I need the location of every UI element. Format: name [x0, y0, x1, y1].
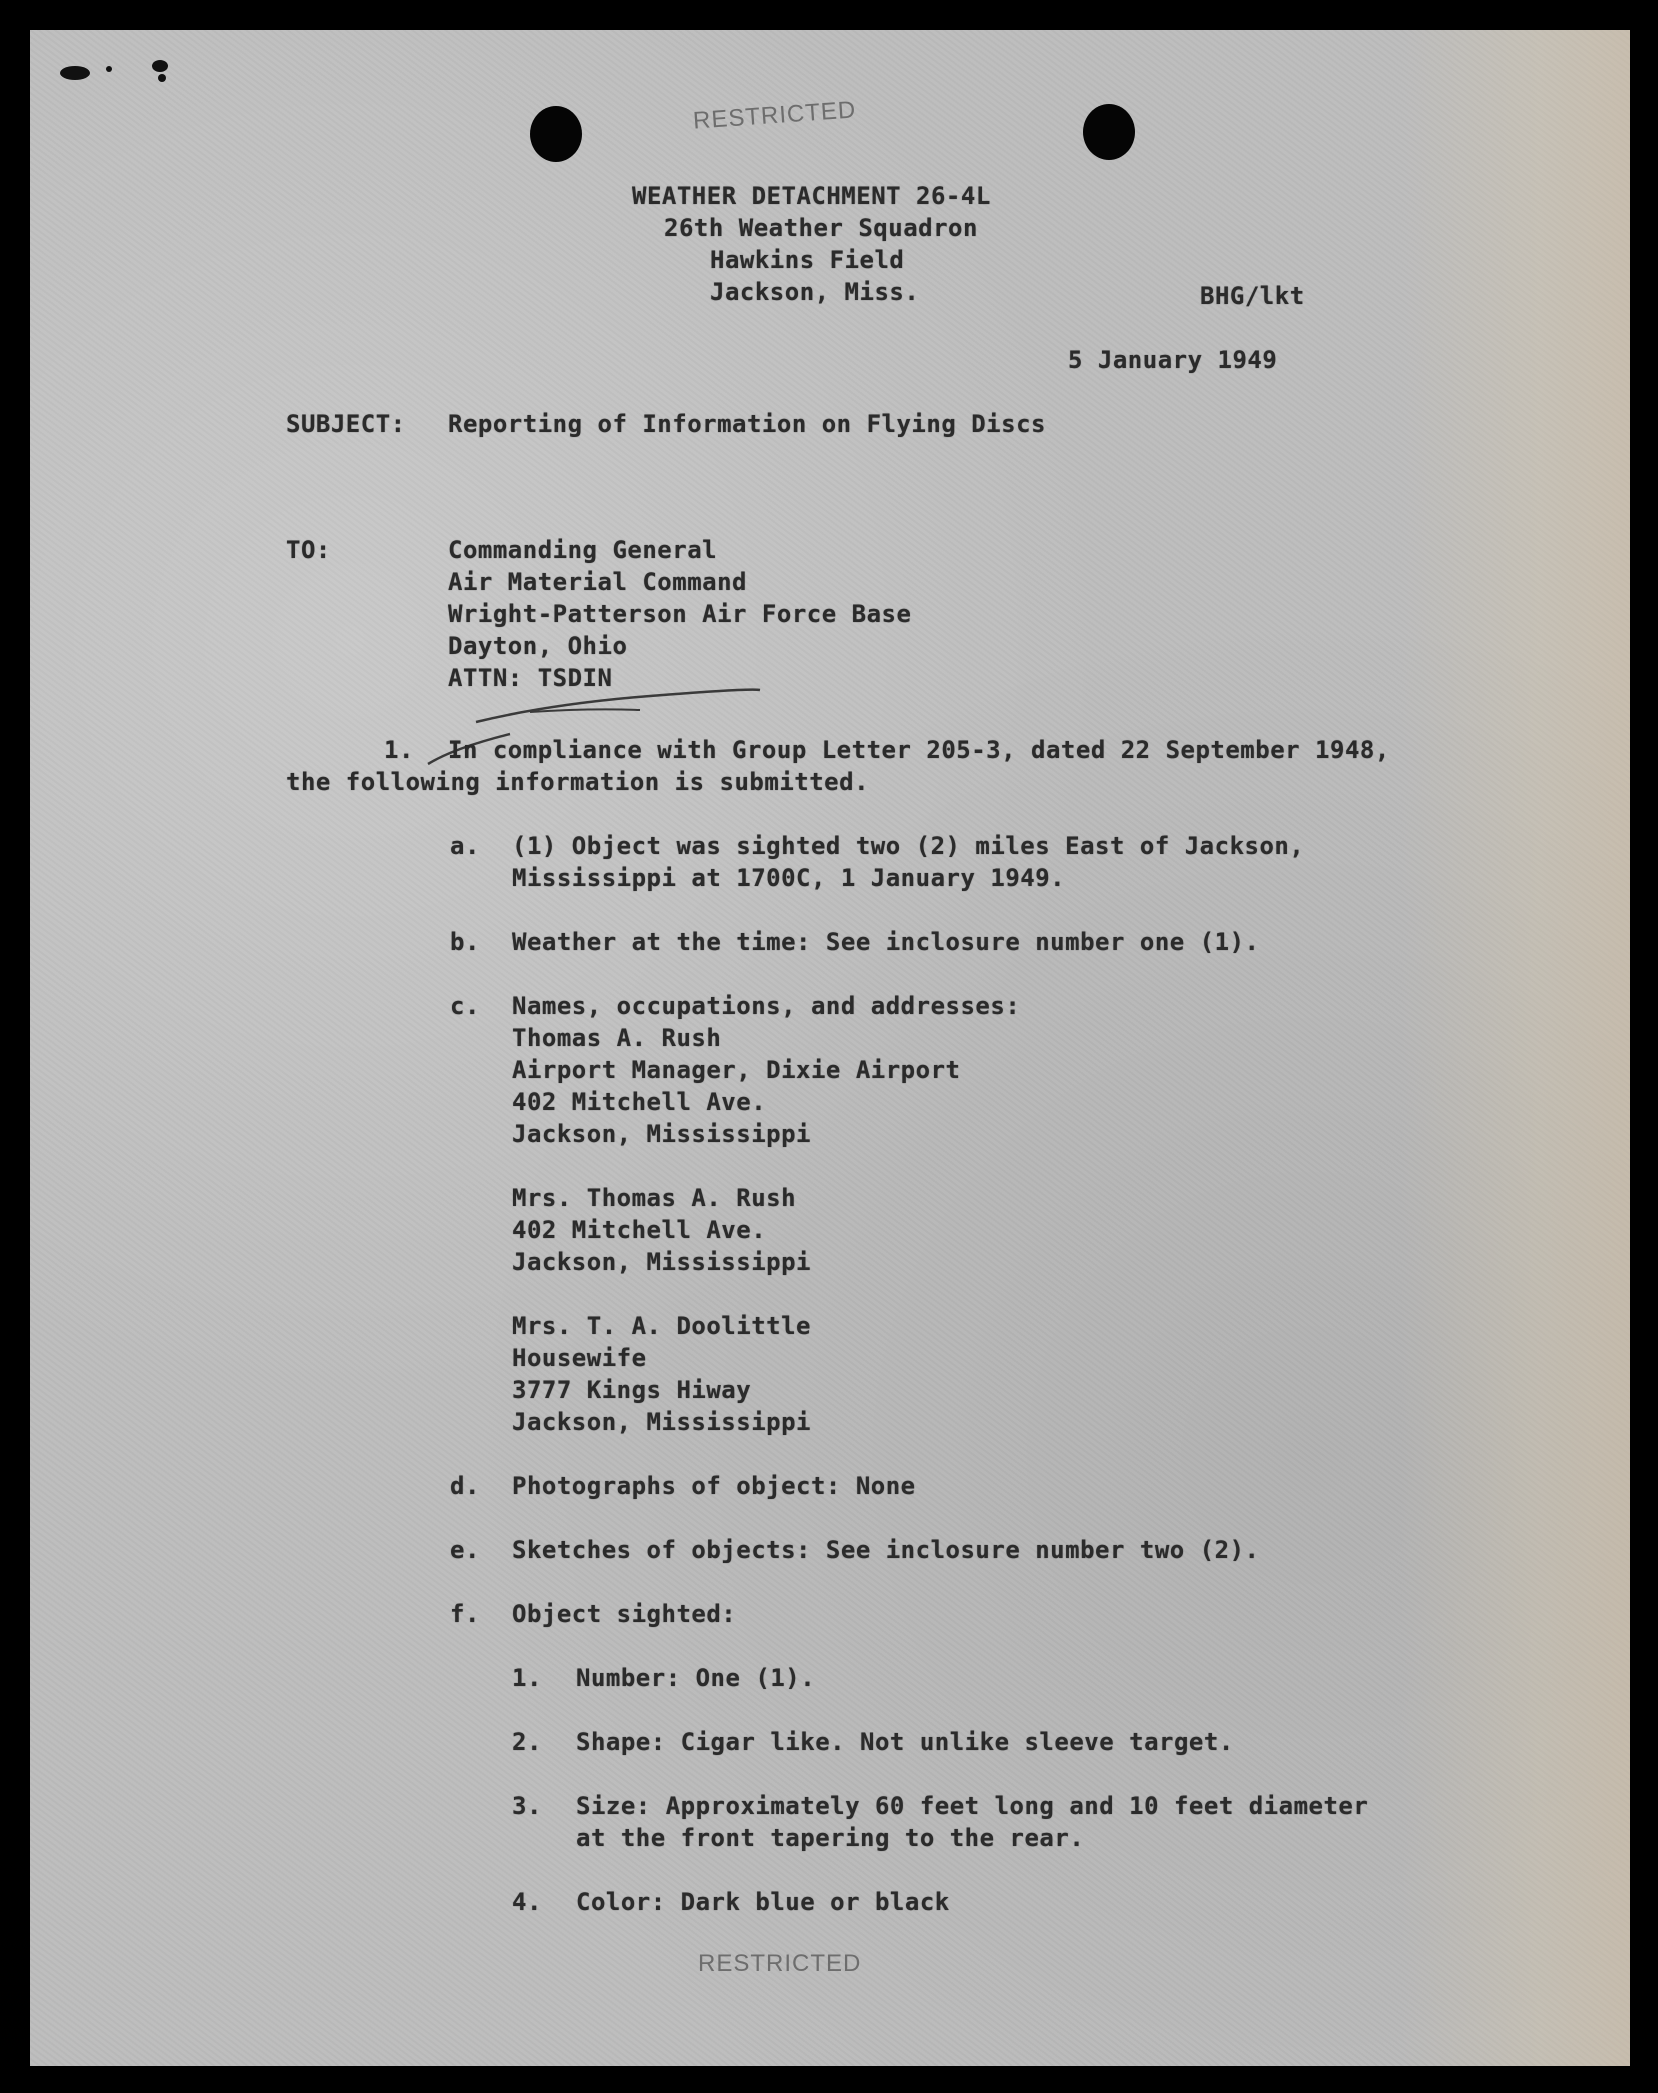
- para1-line-1: In compliance with Group Letter 205-3, dated 22 September 1948,: [448, 736, 1390, 764]
- restricted-stamp-top: RESTRICTED: [692, 96, 858, 135]
- para1-line-2: the following information is submitted.: [286, 768, 870, 796]
- to-label: TO:: [286, 536, 331, 564]
- sub-item-2-number: 2.: [512, 1728, 542, 1756]
- document-page: [30, 30, 1630, 2066]
- header-line-3: Hawkins Field: [710, 246, 905, 274]
- witness-1-line-4: Jackson, Mississippi: [512, 1120, 811, 1148]
- item-c-text: Names, occupations, and addresses:: [512, 992, 1021, 1020]
- letter-date: 5 January 1949: [1068, 346, 1278, 374]
- to-line-1: Commanding General: [448, 536, 718, 564]
- item-a-label: a.: [450, 832, 480, 860]
- item-c-label: c.: [450, 992, 480, 1020]
- witness-2-line-1: Mrs. Thomas A. Rush: [512, 1184, 797, 1212]
- item-a-line-1: (1) Object was sighted two (2) miles East of Jackson,: [512, 832, 1305, 860]
- witness-1-line-1: Thomas A. Rush: [512, 1024, 722, 1052]
- subject-text: Reporting of Information on Flying Discs: [448, 410, 1046, 438]
- header-line-4: Jackson, Miss.: [710, 278, 920, 306]
- sub-item-1-number: 1.: [512, 1664, 542, 1692]
- witness-2-line-2: 402 Mitchell Ave.: [512, 1216, 767, 1244]
- restricted-stamp-bottom: RESTRICTED: [698, 1950, 862, 1977]
- item-d-label: d.: [450, 1472, 480, 1500]
- item-e-label: e.: [450, 1536, 480, 1564]
- sub-item-3-number: 3.: [512, 1792, 542, 1820]
- witness-3-line-3: 3777 Kings Hiway: [512, 1376, 752, 1404]
- witness-1-line-3: 402 Mitchell Ave.: [512, 1088, 767, 1116]
- sub-item-3-text-2: at the front tapering to the rear.: [576, 1824, 1085, 1852]
- sub-item-2-text: Shape: Cigar like. Not unlike sleeve target.: [576, 1728, 1234, 1756]
- to-line-3: Wright-Patterson Air Force Base: [448, 600, 912, 628]
- witness-3-line-4: Jackson, Mississippi: [512, 1408, 811, 1436]
- sub-item-4-text: Color: Dark blue or black: [576, 1888, 950, 1916]
- witness-2-line-3: Jackson, Mississippi: [512, 1248, 811, 1276]
- header-line-1: WEATHER DETACHMENT 26-4L: [632, 182, 991, 210]
- item-b-text: Weather at the time: See inclosure number one (1).: [512, 928, 1260, 956]
- punch-hole-left: [530, 106, 582, 162]
- punch-hole-right: [1083, 104, 1135, 160]
- item-d-text: Photographs of object: None: [512, 1472, 916, 1500]
- header-line-2: 26th Weather Squadron: [664, 214, 978, 242]
- ink-speck: [106, 66, 112, 72]
- item-e-text: Sketches of objects: See inclosure number two (2).: [512, 1536, 1260, 1564]
- sub-item-1-text: Number: One (1).: [576, 1664, 816, 1692]
- subject-label: SUBJECT:: [286, 410, 406, 438]
- reference-code: BHG/lkt: [1200, 282, 1305, 310]
- item-b-label: b.: [450, 928, 480, 956]
- ink-speck: [152, 60, 168, 72]
- to-line-4: Dayton, Ohio: [448, 632, 628, 660]
- item-f-label: f.: [450, 1600, 480, 1628]
- item-f-text: Object sighted:: [512, 1600, 737, 1628]
- para1-number: 1.: [384, 736, 414, 764]
- witness-3-line-2: Housewife: [512, 1344, 647, 1372]
- ink-speck: [60, 66, 90, 80]
- sub-item-4-number: 4.: [512, 1888, 542, 1916]
- witness-3-line-1: Mrs. T. A. Doolittle: [512, 1312, 811, 1340]
- to-line-5: ATTN: TSDIN: [448, 664, 613, 692]
- witness-1-line-2: Airport Manager, Dixie Airport: [512, 1056, 961, 1084]
- sub-item-3-text: Size: Approximately 60 feet long and 10 feet diameter: [576, 1792, 1369, 1820]
- ink-speck: [158, 74, 166, 82]
- to-line-2: Air Material Command: [448, 568, 747, 596]
- item-a-line-2: Mississippi at 1700C, 1 January 1949.: [512, 864, 1066, 892]
